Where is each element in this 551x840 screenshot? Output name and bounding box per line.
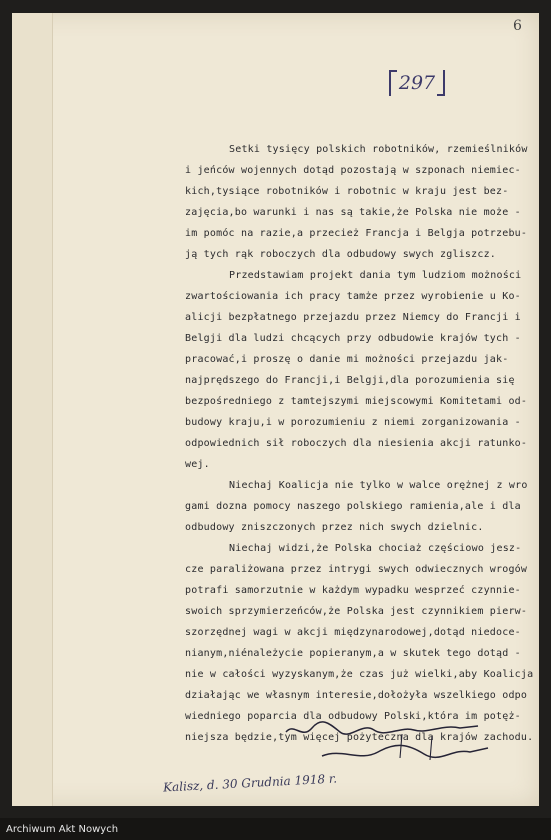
text-line: działając we własnym interesie,dołożyła wszelkiego odpo — [185, 690, 528, 701]
text-line: najprędszego do Francji,i Belgji,dla porozumienia się — [185, 375, 515, 386]
text-line: Przedstawiam projekt dania tym ludziom możności — [229, 270, 522, 281]
text-line: Niechaj Koalicja nie tylko w walce orężnej z wro — [229, 480, 528, 491]
archive-stamp-number: 297 — [389, 70, 445, 96]
text-line: alicji bezpłatnego przejazdu przez Niemcy do Francji i — [185, 312, 521, 323]
text-line: szorzędnej wagi w akcji międzynarodowej,dotąd niedoce- — [185, 627, 521, 638]
archive-footer-bar — [0, 818, 551, 840]
page-margin-edge — [12, 13, 53, 806]
text-line: potrafi samorzutnie w każdym wypadku wesprzeć czynnie- — [185, 585, 521, 596]
text-line: bezpośredniego z tamtejszymi miejscowymi Komitetami od- — [185, 396, 528, 407]
text-line: zwartościowania ich pracy tamże przez wyrobienie u Ko- — [185, 291, 521, 302]
text-line: wej. — [185, 459, 210, 470]
text-line: zajęcia,bo warunki i nas są takie,że Polska nie może - — [185, 207, 521, 218]
text-line: gami dozna pomocy naszego polskiego ramienia,ale i dla — [185, 501, 521, 512]
text-line: budowy kraju,i w porozumieniu z niemi zorganizowania - — [185, 417, 521, 428]
text-line: niejsza będzie,tym więcej pożyteczna dla krajów zachodu. — [185, 732, 534, 743]
document-page — [12, 13, 539, 806]
text-line: ją tych rąk roboczych dla odbudowy swych zgliszcz. — [185, 249, 497, 260]
text-line: im pomóc na razie,a przecież Francja i Belgja potrzebu- — [185, 228, 528, 239]
text-line: cze paraliżowana przez intrygi swych odwiecznych wrogów — [185, 564, 528, 575]
text-line: Niechaj widzi,że Polska chociaż częściowo jesz- — [229, 543, 522, 554]
handwritten-place-date: Kalisz, d. 30 Grudnia 1918 r. — [162, 771, 338, 795]
text-line: Setki tysięcy polskich robotników, rzemieślników — [229, 144, 528, 155]
archive-footer-label: Archiwum Akt Nowych — [6, 824, 119, 835]
folio-number: 6 — [513, 18, 522, 34]
handwritten-signature — [282, 718, 494, 766]
text-line: Belgji dla ludzi chcących przy odbudowie krajów tych - — [185, 333, 521, 344]
text-line: odbudowy zniszczonych przez nich swych dzielnic. — [185, 522, 484, 533]
text-line: wiedniego poparcia dla odbudowy Polski,która im potęż- — [185, 711, 521, 722]
text-line: pracować,i proszę o danie mi możności przejazdu jak- — [185, 354, 509, 365]
text-line: odpowiednich sił roboczych dla niesienia akcji ratunko- — [185, 438, 528, 449]
text-line: swoich sprzymierzeńców,że Polska jest czynnikiem pierw- — [185, 606, 528, 617]
text-line: i jeńców wojennych dotąd pozostają w szponach niemiec- — [185, 165, 521, 176]
text-line: kich,tysiące robotników i robotnic w kraju jest bez- — [185, 186, 509, 197]
text-line: nie w całości wyzyskanym,że czas już wielki,aby Koalicja — [185, 669, 534, 680]
text-line: nianym,niénależycie popieranym,a w skutek tego dotąd - — [185, 648, 521, 659]
